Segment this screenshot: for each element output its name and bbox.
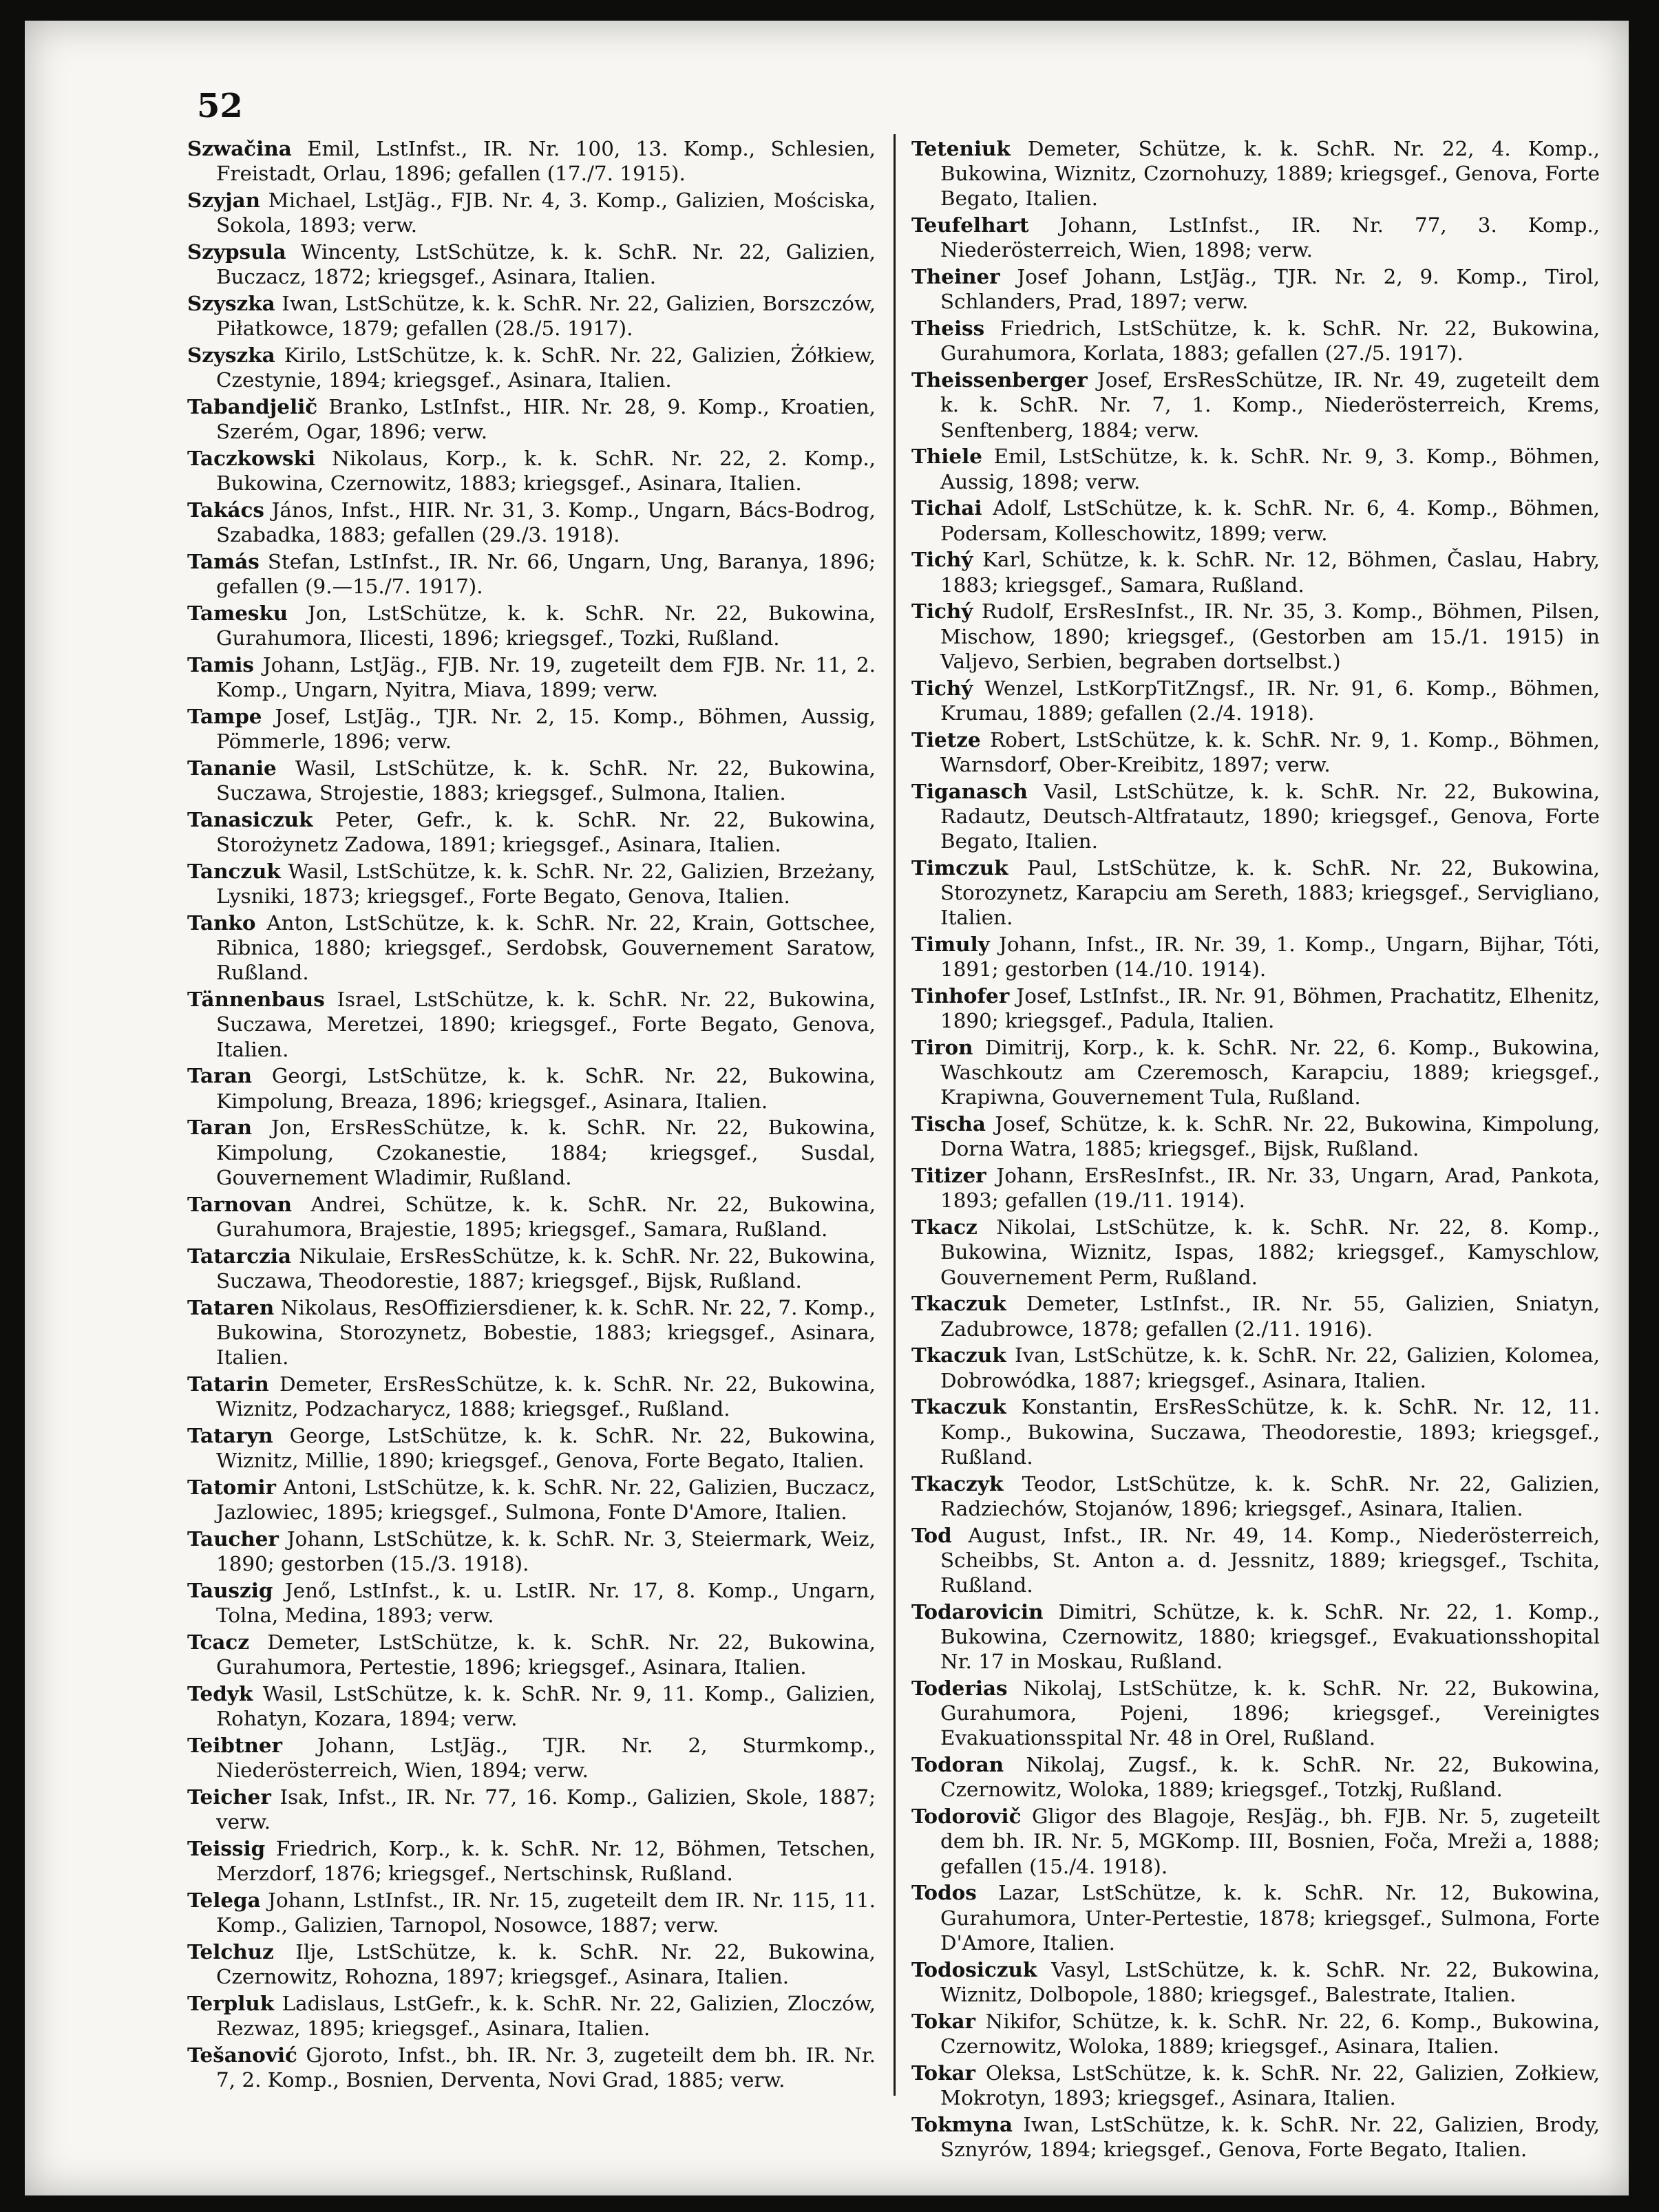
left-column [187, 136, 876, 2094]
entry-surname: Thiele [911, 444, 982, 469]
entry-details: Johann, LstInfst., IR. Nr. 77, 3. Komp., Niederösterreich, Wien, 1898; verw. [940, 213, 1600, 262]
entry-surname: Tatomir [187, 1474, 277, 1499]
roster-entry [187, 911, 876, 986]
entry-surname: Tichý [911, 547, 973, 572]
entry-surname: Tamis [187, 652, 254, 677]
entry-details: Iwan, LstSchütze, k. k. SchR. Nr. 22, Galizien, Borszczów, Piłatkowce, 1879; gefallen (28./5. 1917). [216, 292, 876, 341]
roster-entry [187, 240, 876, 289]
entry-details: Josef, LstInfst., IR. Nr. 91, Böhmen, Prachatitz, Elhenitz, 1890; kriegsgef., Padula, Italien. [940, 984, 1600, 1033]
entry-details: Dimitri, Schütze, k. k. SchR. Nr. 22, 1. Komp., Bukowina, Czernowitz, 1880; kriegsgef., Evakuationsshopital Nr. 17 in Moskau, Rußland. [940, 1599, 1600, 1674]
entry-details: Michael, LstJäg., FJB. Nr. 4, 3. Komp., Galizien, Mościska, Sokola, 1893; verw. [216, 189, 876, 237]
roster-entry [187, 1295, 876, 1370]
roster-entry [187, 1888, 876, 1937]
entry-surname: Tauszig [187, 1577, 273, 1602]
roster-entry [187, 446, 876, 496]
entry-surname: Tamás [187, 549, 260, 573]
entry-surname: Tedyk [187, 1681, 253, 1705]
roster-entry [911, 932, 1600, 981]
entry-details: Johann, Infst., IR. Nr. 39, 1. Komp., Ungarn, Bijhar, Tóti, 1891; gestorben (14./10. 1914). [940, 933, 1600, 981]
entry-details: Anton, LstSchütze, k. k. SchR. Nr. 22, Krain, Gottschee, Ribnica, 1880; kriegsgef., Serdobsk, Gouvernement Saratow, Rußland. [216, 911, 876, 985]
entry-details: Peter, Gefr., k. k. SchR. Nr. 22, Bukowina, Storożynetz Zadowa, 1891; kriegsgef., Asinara, Italien. [216, 808, 876, 857]
entry-details: Dimitrij, Korp., k. k. SchR. Nr. 22, 6. Komp., Bukowina, Waschkoutz am Czeremosch, Karapciu, 1889; kriegsgef., Krapiwna, Gouvernement Tula, Rußland. [940, 1036, 1600, 1109]
entry-details: Vasyl, LstSchütze, k. k. SchR. Nr. 22, Bukowina, Wiznitz, Dolbopole, 1880; kriegsgef., Balestrate, Italien. [940, 1957, 1600, 2006]
roster-entry [187, 498, 876, 547]
entry-details: Wasil, LstSchütze, k. k. SchR. Nr. 22, Bukowina, Suczawa, Strojestie, 1883; kriegsgef., Sulmona, Italien. [216, 756, 876, 805]
entry-details: Emil, LstSchütze, k. k. SchR. Nr. 9, 3. Komp., Böhmen, Aussig, 1898; verw. [940, 445, 1600, 493]
roster-entry [911, 1880, 1600, 1955]
roster-entry [187, 1063, 876, 1113]
entry-surname: Theiner [911, 264, 1000, 289]
entry-details: Stefan, LstInfst., IR. Nr. 66, Ungarn, Ung, Baranya, 1896; gefallen (9.—15./7. 1917). [216, 550, 876, 599]
entry-surname: Tkacz [911, 1215, 978, 1240]
roster-entry [911, 855, 1600, 930]
entry-details: Teodor, LstSchütze, k. k. SchR. Nr. 22, Galizien, Radziechów, Stojanów, 1896; kriegsgef., Asinara, Italien. [940, 1471, 1600, 1520]
entry-surname: Todarovicin [911, 1599, 1044, 1624]
entry-surname: Tietze [911, 727, 981, 752]
entry-surname: Taczkowski [187, 446, 316, 470]
entry-details: Demeter, ErsResSchütze, k. k. SchR. Nr. 22, Bukowina, Wiznitz, Podzacharycz, 1888; kriegsgef., Rußland. [216, 1372, 876, 1421]
entry-details: Nikolaj, LstSchütze, k. k. SchR. Nr. 22, Bukowina, Gurahumora, Pojeni, 1896; kriegsgef., Vereinigtes Evakuationsspital Nr. 48 in Orel, Rußland. [940, 1677, 1600, 1750]
entry-surname: Tatarczia [187, 1243, 291, 1268]
entry-details: Nikulaie, ErsResSchütze, k. k. SchR. Nr. 22, Bukowina, Suczawa, Theodorestie, 1887; kriegsgef., Bijsk, Rußland. [216, 1244, 876, 1293]
entry-details: Branko, LstInfst., HIR. Nr. 28, 9. Komp., Kroatien, Szerém, Ogar, 1896; verw. [216, 395, 876, 444]
entry-details: Lazar, LstSchütze, k. k. SchR. Nr. 12, Bukowina, Gurahumora, Unter-Pertestie, 1878; kriegsgef., Sulmona, Forte D'Amore, Italien. [940, 1881, 1600, 1955]
entry-surname: Tiganasch [911, 778, 1028, 803]
entry-details: Iwan, LstSchütze, k. k. SchR. Nr. 22, Galizien, Brody, Sznyrów, 1894; kriegsgef., Genova, Forte Begato, Italien. [940, 2112, 1600, 2161]
entry-surname: Todosiczuk [911, 1957, 1037, 1981]
entry-details: Andrei, Schütze, k. k. SchR. Nr. 22, Bukowina, Gurahumora, Brajestie, 1895; kriegsgef., Samara, Rußland. [216, 1192, 876, 1241]
roster-entry [187, 1836, 876, 1886]
entry-details: Wasil, LstSchütze, k. k. SchR. Nr. 22, Galizien, Brzeżany, Lysniki, 1873; kriegsgef., Forte Begato, Genova, Italien. [216, 860, 876, 908]
entry-details: Nikolaus, Korp., k. k. SchR. Nr. 22, 2. Komp., Bukowina, Czernowitz, 1883; kriegsgef., Asinara, Italien. [216, 447, 876, 496]
entry-details: Jon, LstSchütze, k. k. SchR. Nr. 22, Bukowina, Gurahumora, Ilicesti, 1896; kriegsgef., Tozki, Rußland. [216, 602, 876, 650]
entry-details: Wasil, LstSchütze, k. k. SchR. Nr. 9, 11. Komp., Galizien, Rohatyn, Kozara, 1894; verw. [216, 1681, 876, 1731]
entry-details: Nikifor, Schütze, k. k. SchR. Nr. 22, 6. Komp., Bukowina, Czernowitz, Woloka, 1889; kriegsgef., Asinara, Italien. [940, 2009, 1600, 2058]
entry-surname: Teicher [187, 1784, 271, 1809]
document-page [25, 21, 1629, 2195]
entry-details: Jenő, LstInfst., k. u. LstIR. Nr. 17, 8. Komp., Ungarn, Tolna, Medina, 1893; verw. [216, 1578, 876, 1628]
right-column [911, 136, 1600, 2164]
entry-surname: Tod [911, 1522, 952, 1547]
entry-details: Friedrich, Korp., k. k. SchR. Nr. 12, Böhmen, Tetschen, Merzdorf, 1876; kriegsgef., Nertschinsk, Rußland. [216, 1836, 876, 1886]
entry-details: Wenzel, LstKorpTitZngsf., IR. Nr. 91, 6. Komp., Böhmen, Krumau, 1889; gefallen (2./4. 1918). [940, 676, 1600, 725]
roster-entry [911, 1163, 1600, 1213]
entry-details: Nikolaus, ResOffiziersdiener, k. k. SchR. Nr. 22, 7. Komp., Bukowina, Storozynetz, Bobestie, 1883; kriegsgef., Asinara, Italien. [216, 1295, 876, 1370]
roster-entry [187, 2043, 876, 2092]
roster-entry [911, 1343, 1600, 1392]
entry-surname: Theissenberger [911, 368, 1088, 392]
entry-details: Demeter, Schütze, k. k. SchR. Nr. 22, 4. Komp., Bukowina, Wiznitz, Czornohuzy, 1889; kriegsgef., Genova, Forte Begato, Italien. [940, 137, 1600, 211]
roster-entry [911, 727, 1600, 777]
roster-entry [187, 1192, 876, 1242]
entry-surname: Tichai [911, 496, 982, 520]
entry-surname: Tkaczuk [911, 1343, 1006, 1368]
entry-surname: Telega [187, 1887, 261, 1912]
entry-surname: Tampe [187, 704, 262, 728]
entry-details: Johann, LstJäg., TJR. Nr. 2, Sturmkomp., Niederösterreich, Wien, 1894; verw. [216, 1733, 876, 1783]
entry-details: Josef, ErsResSchütze, IR. Nr. 49, zugeteilt dem k. k. SchR. Nr. 7, 1. Komp., Niederösterreich, Krems, Senftenberg, 1884; verw. [940, 368, 1600, 442]
entry-surname: Tichý [911, 675, 973, 700]
roster-entry [911, 1523, 1600, 1598]
entry-surname: Tataryn [187, 1423, 273, 1447]
entry-details: Robert, LstSchütze, k. k. SchR. Nr. 9, 1. Komp., Böhmen, Warnsdorf, Ober-Kreibitz, 1897; verw. [940, 727, 1600, 776]
entry-surname: Titizer [911, 1163, 986, 1188]
column-divider [894, 134, 896, 2096]
entry-details: Israel, LstSchütze, k. k. SchR. Nr. 22, Bukowina, Suczawa, Meretzei, 1890; kriegsgef., Forte Begato, Genova, Italien. [216, 988, 876, 1061]
roster-entry [187, 136, 876, 186]
entry-surname: Tischa [911, 1112, 986, 1136]
entry-details: Nikolai, LstSchütze, k. k. SchR. Nr. 22, 8. Komp., Bukowina, Wiznitz, Ispas, 1882; kriegsgef., Kamyschlow, Gouvernement Perm, Rußland. [940, 1215, 1600, 1289]
roster-entry [187, 1423, 876, 1473]
entry-details: Jon, ErsResSchütze, k. k. SchR. Nr. 22, Bukowina, Kimpolung, Czokanestie, 1884; kriegsgef., Susdal, Gouvernement Wladimir, Rußland. [216, 1116, 876, 1189]
entry-surname: Taran [187, 1063, 252, 1088]
entry-details: Johann, ErsResInfst., IR. Nr. 33, Ungarn, Arad, Pankota, 1893; gefallen (19./11. 1914). [940, 1164, 1600, 1213]
roster-entry [911, 213, 1600, 262]
entry-details: Kirilo, LstSchütze, k. k. SchR. Nr. 22, Galizien, Żółkiew, Czestynie, 1894; kriegsgef., Asinara, Italien. [216, 343, 876, 392]
page-number: 52 [197, 87, 243, 125]
entry-surname: Tanko [187, 911, 256, 935]
entry-surname: Todoran [911, 1752, 1004, 1777]
entry-details: August, Infst., IR. Nr. 49, 14. Komp., Niederösterreich, Scheibbs, St. Anton a. d. Jessnitz, 1889; kriegsgef., Tschita, Rußland. [940, 1523, 1600, 1597]
entry-surname: Teibtner [187, 1732, 283, 1757]
entry-surname: Tiron [911, 1035, 973, 1060]
entry-details: Johann, LstSchütze, k. k. SchR. Nr. 3, Steiermark, Weiz, 1890; gestorben (15./3. 1918). [216, 1527, 876, 1576]
entry-surname: Szyszka [187, 291, 275, 315]
entry-surname: Tananie [187, 756, 277, 780]
roster-entry [911, 1035, 1600, 1110]
entry-details: Ilje, LstSchütze, k. k. SchR. Nr. 22, Bukowina, Czernowitz, Rohozna, 1897; kriegsgef., Asinara, Italien. [216, 1939, 876, 1989]
entry-details: Emil, LstInfst., IR. Nr. 100, 13. Komp., Schlesien, Freistadt, Orlau, 1896; gefallen (17./7. 1915). [216, 137, 876, 186]
roster-entry [187, 1372, 876, 1421]
entry-surname: Tabandjelič [187, 394, 318, 418]
entry-details: George, LstSchütze, k. k. SchR. Nr. 22, Bukowina, Wiznitz, Millie, 1890; kriegsgef., Genova, Forte Begato, Italien. [216, 1423, 876, 1473]
roster-entry [187, 394, 876, 444]
entry-details: Georgi, LstSchütze, k. k. SchR. Nr. 22, Bukowina, Kimpolung, Breaza, 1896; kriegsgef., Asinara, Italien. [216, 1064, 876, 1113]
roster-entry [187, 987, 876, 1062]
entry-surname: Szypsula [187, 240, 286, 264]
entry-details: Antoni, LstSchütze, k. k. SchR. Nr. 22, Galizien, Buczacz, Jazlowiec, 1895; kriegsgef., Sulmona, Fonte D'Amore, Italien. [216, 1475, 876, 1524]
entry-surname: Taucher [187, 1526, 279, 1551]
entry-surname: Todorovič [911, 1804, 1022, 1829]
roster-entry [187, 807, 876, 857]
entry-surname: Timczuk [911, 855, 1008, 880]
entry-details: Josef, LstJäg., TJR. Nr. 2, 15. Komp., Böhmen, Aussig, Pömmerle, 1896; verw. [216, 705, 876, 754]
entry-details: Ladislaus, LstGefr., k. k. SchR. Nr. 22, Galizien, Zloczów, Rezwaz, 1895; kriegsgef., Asinara, Italien. [216, 1991, 876, 2041]
entry-details: Oleksa, LstSchütze, k. k. SchR. Nr. 22, Galizien, Zołkiew, Mokrotyn, 1893; kriegsgef., Asinara, Italien. [940, 2061, 1600, 2109]
entry-surname: Szyszka [187, 343, 275, 367]
entry-surname: Telchuz [187, 1939, 274, 1964]
entry-surname: Taran [187, 1115, 252, 1140]
entry-surname: Szwačina [187, 136, 292, 160]
roster-entry [187, 1733, 876, 1783]
entry-surname: Szyjan [187, 188, 261, 212]
entry-details: Adolf, LstSchütze, k. k. SchR. Nr. 6, 4. Komp., Böhmen, Podersam, Kolleschowitz, 1899; verw. [940, 496, 1600, 545]
entry-details: Johann, LstJäg., FJB. Nr. 19, zugeteilt dem FJB. Nr. 11, 2. Komp., Ungarn, Nyitra, Miava, 1899; verw. [216, 653, 876, 702]
roster-entry [911, 1291, 1600, 1341]
entry-details: Friedrich, LstSchütze, k. k. SchR. Nr. 22, Bukowina, Gurahumora, Korlata, 1883; gefallen (27./5. 1917). [940, 317, 1600, 365]
roster-entry [911, 444, 1600, 493]
roster-entry [187, 549, 876, 599]
entry-details: Isak, Infst., IR. Nr. 77, 16. Komp., Galizien, Skole, 1887; verw. [216, 1785, 876, 1834]
roster-entry [187, 652, 876, 702]
roster-entry [187, 1578, 876, 1628]
entry-surname: Teufelhart [911, 213, 1029, 237]
entry-surname: Tatarin [187, 1371, 269, 1396]
roster-entry [911, 983, 1600, 1033]
entry-surname: Takács [187, 498, 264, 522]
roster-entry [911, 496, 1600, 545]
entry-details: Konstantin, ErsResSchütze, k. k. SchR. Nr. 12, 11. Komp., Bukowina, Suczawa, Theodorestie, 1893; kriegsgef., Rußland. [940, 1395, 1600, 1469]
roster-entry [911, 368, 1600, 443]
entry-surname: Tichý [911, 599, 973, 624]
roster-entry [911, 676, 1600, 725]
roster-entry [911, 2061, 1600, 2110]
entry-surname: Tešanović [187, 2042, 297, 2067]
entry-surname: Todos [911, 1880, 977, 1905]
entry-surname: Tataren [187, 1295, 275, 1319]
roster-entry [187, 1475, 876, 1524]
roster-entry [911, 1215, 1600, 1290]
entry-surname: Tanczuk [187, 859, 281, 883]
roster-entry [187, 188, 876, 237]
roster-entry [911, 1112, 1600, 1161]
roster-entry [187, 343, 876, 392]
roster-entry [911, 316, 1600, 365]
entry-surname: Tinhofer [911, 983, 1010, 1008]
entry-details: Nikolaj, Zugsf., k. k. SchR. Nr. 22, Bukowina, Czernowitz, Woloka, 1889; kriegsgef., Totzkj, Rußland. [940, 1753, 1600, 1802]
entry-details: Wincenty, LstSchütze, k. k. SchR. Nr. 22, Galizien, Buczacz, 1872; kriegsgef., Asinara, Italien. [216, 240, 876, 289]
entry-details: Vasil, LstSchütze, k. k. SchR. Nr. 22, Bukowina, Radautz, Deutsch-Altfratautz, 1890; kriegsgef., Genova, Forte Begato, Italien. [940, 779, 1600, 853]
entry-surname: Theiss [911, 316, 985, 341]
roster-entry [911, 1804, 1600, 1879]
roster-entry [911, 1599, 1600, 1674]
roster-entry [911, 136, 1600, 211]
entry-surname: Tcacz [187, 1629, 250, 1654]
roster-entry [911, 1471, 1600, 1521]
roster-entry [187, 291, 876, 341]
entry-surname: Timuly [911, 932, 990, 957]
roster-entry [187, 859, 876, 908]
roster-entry [187, 1630, 876, 1679]
roster-entry [911, 1752, 1600, 1802]
roster-entry [187, 1991, 876, 2041]
entry-surname: Toderias [911, 1676, 1008, 1701]
roster-entry [911, 1394, 1600, 1469]
entry-surname: Tokar [911, 2060, 975, 2085]
entry-details: Johann, LstInfst., IR. Nr. 15, zugeteilt dem IR. Nr. 115, 11. Komp., Galizien, Tarnopol, Nosowce, 1887; verw. [216, 1888, 876, 1937]
entry-details: Karl, Schütze, k. k. SchR. Nr. 12, Böhmen, Časlau, Habry, 1883; kriegsgef., Samara, Rußland. [940, 548, 1600, 597]
entry-surname: Tokar [911, 2008, 975, 2033]
entry-surname: Tamesku [187, 601, 288, 625]
entry-surname: Tännenbaus [187, 987, 325, 1012]
roster-entry [187, 1681, 876, 1731]
roster-entry [911, 547, 1600, 597]
roster-entry [187, 1244, 876, 1293]
roster-entry [911, 1957, 1600, 2007]
roster-entry [911, 264, 1600, 314]
roster-entry [911, 2112, 1600, 2162]
entry-surname: Tkaczyk [911, 1471, 1004, 1496]
roster-entry [187, 756, 876, 805]
entry-details: Demeter, LstSchütze, k. k. SchR. Nr. 22, Bukowina, Gurahumora, Pertestie, 1896; kriegsgef., Asinara, Italien. [216, 1630, 876, 1679]
entry-surname: Tkaczuk [911, 1394, 1006, 1419]
roster-entry [187, 1939, 876, 1989]
roster-entry [911, 1676, 1600, 1751]
entry-surname: Tokmyna [911, 2112, 1013, 2136]
roster-entry [187, 1785, 876, 1834]
entry-details: Josef, Schütze, k. k. SchR. Nr. 22, Bukowina, Kimpolung, Dorna Watra, 1885; kriegsgef., Bijsk, Rußland. [940, 1112, 1600, 1161]
entry-details: Gligor des Blagoje, ResJäg., bh. FJB. Nr. 5, zugeteilt dem bh. IR. Nr. 5, MGKomp. III, Bosnien, Foča, Mreži a, 1888; gefallen (15./4. 1918). [940, 1805, 1600, 1878]
roster-entry [911, 2009, 1600, 2059]
entry-surname: Tkaczuk [911, 1291, 1006, 1316]
entry-surname: Tarnovan [187, 1191, 293, 1216]
entry-details: Josef Johann, LstJäg., TJR. Nr. 2, 9. Komp., Tirol, Schlanders, Prad, 1897; verw. [940, 265, 1600, 314]
entry-surname: Teissig [187, 1836, 266, 1860]
roster-entry [187, 601, 876, 650]
roster-entry [187, 704, 876, 754]
roster-entry [187, 1115, 876, 1190]
entry-details: Paul, LstSchütze, k. k. SchR. Nr. 22, Bukowina, Storozynetz, Karapciu am Sereth, 1883; kriegsgef., Servigliano, Italien. [940, 855, 1600, 930]
entry-details: Gjoroto, Infst., bh. IR. Nr. 3, zugeteilt dem bh. IR. Nr. 7, 2. Komp., Bosnien, Derventa, Novi Grad, 1885; verw. [216, 2043, 876, 2092]
entry-surname: Terpluk [187, 1990, 275, 2015]
entry-surname: Tanasiczuk [187, 807, 313, 831]
roster-entry [911, 779, 1600, 854]
entry-details: Ivan, LstSchütze, k. k. SchR. Nr. 22, Galizien, Kolomea, Dobrowódka, 1887; kriegsgef., Asinara, Italien. [940, 1343, 1600, 1392]
entry-details: Demeter, LstInfst., IR. Nr. 55, Galizien, Sniatyn, Zadubrowce, 1878; gefallen (2./11. 1916). [940, 1292, 1600, 1341]
entry-surname: Teteniuk [911, 136, 1011, 160]
entry-details: János, Infst., HIR. Nr. 31, 3. Komp., Ungarn, Bács-Bodrog, Szabadka, 1883; gefallen (29./3. 1918). [216, 498, 876, 547]
roster-entry [187, 1527, 876, 1576]
entry-details: Rudolf, ErsResInfst., IR. Nr. 35, 3. Komp., Böhmen, Pilsen, Mischow, 1890; kriegsgef., (Gestorben am 15./1. 1915) in Valjevo, Serbien, begraben dortselbst.) [940, 599, 1600, 673]
roster-entry [911, 599, 1600, 674]
